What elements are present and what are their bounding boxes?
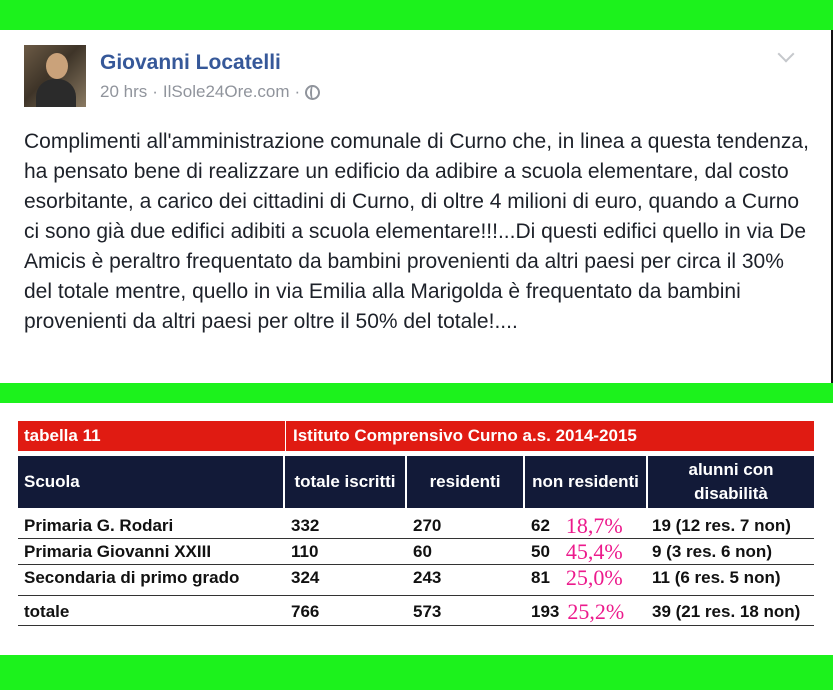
school-table (0, 403, 833, 655)
meta-separator-2: · (294, 82, 301, 101)
cell-disabled: 39 (21 res. 18 non) (652, 601, 801, 621)
globe-icon[interactable] (305, 85, 320, 100)
cell-total: 110 (291, 541, 319, 561)
cell-percentage: 25,0% (565, 564, 623, 590)
table-title: Istituto Comprensivo Curno a.s. 2014-2015 (285, 421, 814, 451)
cell-residents: 270 (413, 515, 442, 535)
avatar-head (46, 53, 68, 79)
table-label: tabella 11 (24, 426, 101, 445)
green-border-bottom (0, 655, 833, 690)
header-total: totale iscritti (285, 456, 407, 508)
post-text: Complimenti all'amministrazione comunale di Curno che, in linea a questa tendenza, ha pensato bene di realizzare un edificio da adibire a scuola elementare, dal costo esorbitante, a carico dei cittadini di Curno, di oltre 4 milioni di euro, quando a Curno ci sono già due edifici adibiti a scuola elementare!!!...Di questi edifici quello in via De Amicis è peraltro frequentato da bambini provenienti da altri paesi per circa il 30% del totale mentre, quello in via Emilia alla Marigolda è frequentato da bambini provenienti da altri paesi per oltre il 50% del totale!.... (24, 130, 809, 333)
cell-total: 766 (291, 601, 320, 621)
green-border-top (0, 0, 833, 30)
cell-non-residents-group (525, 599, 648, 625)
cell-school: totale (24, 601, 70, 621)
header-non-residents: non residenti (525, 456, 648, 508)
post-author[interactable]: Giovanni Locatelli (100, 51, 281, 74)
table-row (18, 539, 814, 564)
table-row (18, 513, 814, 538)
cell-non-residents-group (525, 539, 648, 565)
chevron-down-icon[interactable] (778, 46, 795, 63)
cell-residents: 243 (413, 567, 442, 587)
cell-school: Primaria Giovanni XXIII (24, 541, 212, 561)
cell-disabled: 11 (6 res. 5 non) (652, 567, 781, 587)
cell-school: Secondaria di primo grado (24, 567, 240, 587)
meta-separator: · (152, 82, 158, 101)
avatar[interactable] (24, 45, 86, 107)
post-source[interactable]: IlSole24Ore.com (162, 82, 290, 101)
avatar-body (36, 79, 76, 107)
cell-school: Primaria G. Rodari (24, 515, 174, 535)
table-total-row (18, 599, 814, 624)
cell-non-residents-group (525, 513, 648, 539)
cell-disabled: 9 (3 res. 6 non) (652, 541, 772, 561)
post-meta (100, 82, 320, 102)
cell-percentage: 25,2% (567, 598, 625, 624)
header-disabled: alunni con disabilità (688, 460, 774, 503)
table-header-row (18, 456, 814, 508)
cell-residents: 60 (413, 541, 432, 561)
cell-non-residents: 50 (531, 541, 550, 561)
facebook-post (0, 30, 833, 383)
header-residents: residenti (407, 456, 525, 508)
row-divider (18, 595, 814, 596)
cell-percentage: 45,4% (565, 538, 623, 564)
post-time[interactable]: 20 hrs (100, 82, 148, 101)
cell-total: 324 (291, 567, 320, 587)
cell-percentage: 18,7% (565, 512, 623, 538)
cell-non-residents: 193 (531, 601, 560, 621)
green-border-middle (0, 383, 833, 403)
cell-non-residents: 81 (531, 567, 550, 587)
cell-non-residents: 62 (531, 515, 550, 535)
cell-disabled: 19 (12 res. 7 non) (652, 515, 791, 535)
cell-residents: 573 (413, 601, 442, 621)
cell-non-residents-group (525, 565, 648, 591)
header-school: Scuola (18, 456, 285, 508)
cell-total: 332 (291, 515, 320, 535)
row-divider (18, 625, 814, 626)
table-title-bar (18, 421, 814, 451)
table-row (18, 565, 814, 590)
